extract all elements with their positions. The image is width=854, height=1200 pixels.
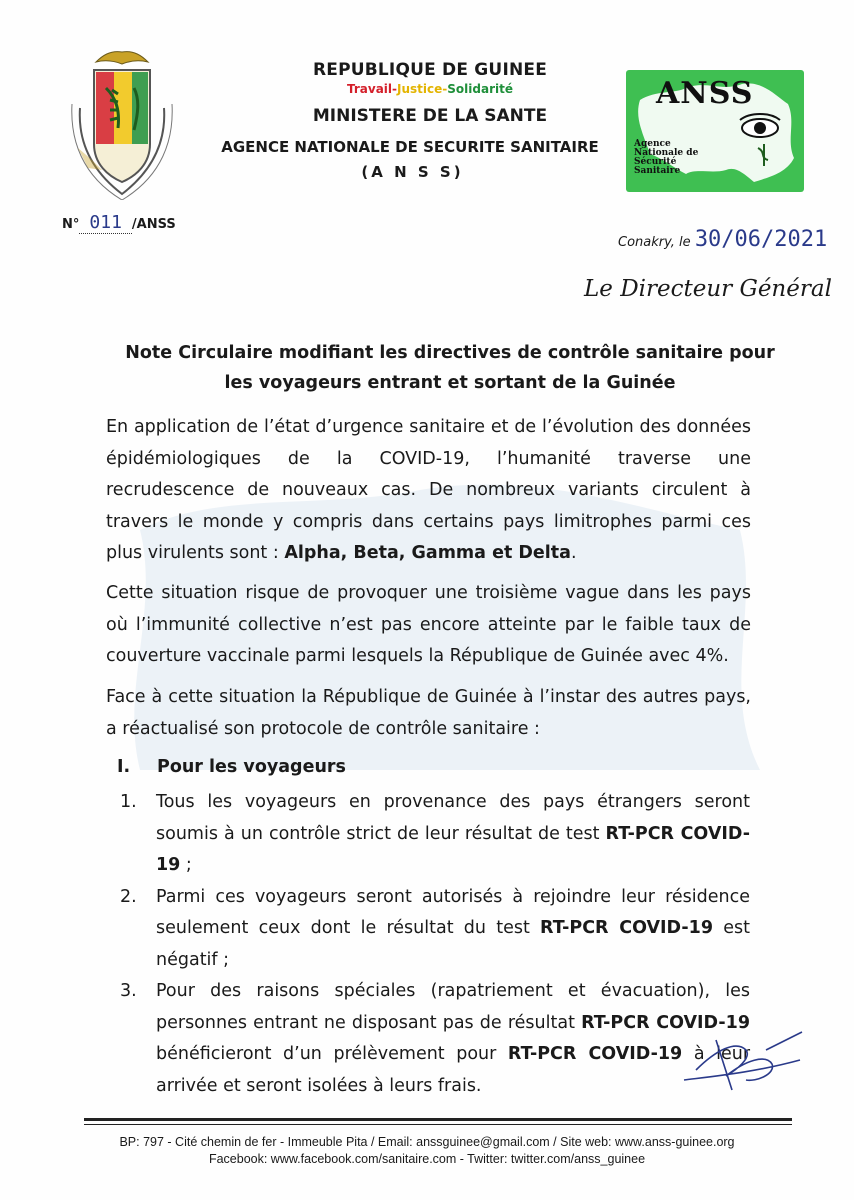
test-name: RT-PCR COVID-19 xyxy=(581,1012,751,1033)
reference-suffix: /ANSS xyxy=(131,217,176,232)
item-text: est négatif ; xyxy=(156,918,750,970)
list-item-number: 1. xyxy=(120,792,137,812)
motto-justice: Justice xyxy=(397,82,443,96)
footer-contact: BP: 797 - Cité chemin de fer - Immeuble Pita / Email: anssguinee@gmail.com / Site web: www.anss-guinee.org xyxy=(119,1135,735,1149)
paragraph-context xyxy=(106,412,751,570)
item-text: Parmi ces voyageurs seront autorisés à rejoindre leur résidence seulement ceux dont le résultat du test xyxy=(156,886,750,938)
date-place: Conakry, le xyxy=(618,235,691,250)
motto-separator: - xyxy=(442,82,448,96)
reference-number xyxy=(62,212,176,233)
list-item xyxy=(120,882,750,977)
footer-divider xyxy=(84,1118,792,1125)
test-name: RT-PCR COVID-19 xyxy=(507,1044,683,1064)
motto-solidarite: Solidarité xyxy=(447,82,513,96)
paragraph-risk: Cette situation risque de provoquer une troisième vague dans les pays où l’immunité collective n’est pas encore atteinte par le faible taux de couverture vaccinale parmi lesquels la République de Guinée avec 4%. xyxy=(106,583,751,666)
logo-subtitle xyxy=(634,140,698,176)
anss-logo xyxy=(626,70,804,192)
reference-prefix: N° xyxy=(62,217,80,232)
list-item xyxy=(120,976,750,1102)
agency-abbreviation: (A N S S) xyxy=(361,163,464,181)
logo-line: Agence xyxy=(634,139,671,149)
motto-travail: Travail xyxy=(347,82,393,96)
logo-line: Sécurité xyxy=(634,157,677,167)
list-item-text xyxy=(156,976,750,1102)
motto-separator: - xyxy=(392,82,398,96)
national-motto xyxy=(170,82,690,96)
signatory-title: Le Directeur Général xyxy=(584,276,832,302)
list-item-text xyxy=(156,787,750,882)
logo-line: Nationale de xyxy=(634,148,699,158)
footer-social: Facebook: www.facebook.com/sanitaire.com - Twitter: twitter.com/anss_guinee xyxy=(208,1152,646,1166)
list-item-text xyxy=(156,882,750,977)
item-text: ; xyxy=(180,855,192,875)
ministry-name: MINISTERE DE LA SANTE xyxy=(312,106,548,126)
paragraph-end: . xyxy=(570,543,577,563)
reference-value: 011 xyxy=(79,212,132,234)
logo-line: Sanitaire xyxy=(634,166,681,176)
section-heading xyxy=(117,757,346,777)
footer xyxy=(40,1134,814,1168)
republic-name: REPUBLIQUE DE GUINEE xyxy=(312,60,548,80)
logo-name: ANSS xyxy=(656,76,754,111)
item-text: bénéficieront d’un prélèvement pour xyxy=(156,1044,508,1064)
variants-list: Alpha, Beta, Gamma et Delta xyxy=(284,543,571,563)
test-name: RT-PCR COVID-19 xyxy=(156,823,750,875)
list-item-number: 3. xyxy=(120,981,137,1001)
date-handwritten: 30/06/20 xyxy=(694,227,801,252)
measures-list xyxy=(120,787,750,1102)
test-name: RT-PCR COVID-19 xyxy=(540,918,714,938)
paragraph-protocol: Face à cette situation la République de Guinée à l’instar des autres pays, a réactualisé son protocole de contrôle sanitaire : xyxy=(106,687,751,739)
item-text: Tous les voyageurs en provenance des pays étrangers seront soumis à un contrôle strict de leur résultat de test xyxy=(156,792,750,844)
paragraph-text: En application de l’état d’urgence sanitaire et de l’évolution des données épidémiologiques de la COVID-19, l’humanité traverse une recrudescence de nouveaux cas. De nombreux variants circulent à travers le monde y compris dans certains pays limitrophes parmi ces plus virulents sont : xyxy=(106,417,751,563)
date-year: 21 xyxy=(800,227,828,252)
list-item xyxy=(120,787,750,882)
list-item-number: 2. xyxy=(120,886,137,907)
item-text: Pour des raisons spéciales (rapatriement et évacuation), les personnes entrant ne disposant pas de résultat xyxy=(156,981,750,1033)
document-title: Note Circulaire modifiant les directives de contrôle sanitaire pour les voyageurs entrant et sortant de la Guinée xyxy=(125,343,775,393)
agency-name: AGENCE NATIONALE DE SECURITE SANITAIRE xyxy=(221,138,599,156)
document-date xyxy=(618,227,827,252)
handwritten-signature xyxy=(676,1030,806,1100)
letterhead xyxy=(190,60,690,181)
section-number: I. xyxy=(117,757,131,777)
section-title: Pour les voyageurs xyxy=(157,757,346,777)
item-text: à leur arrivée et seront isolées à leurs frais. xyxy=(156,1044,751,1096)
